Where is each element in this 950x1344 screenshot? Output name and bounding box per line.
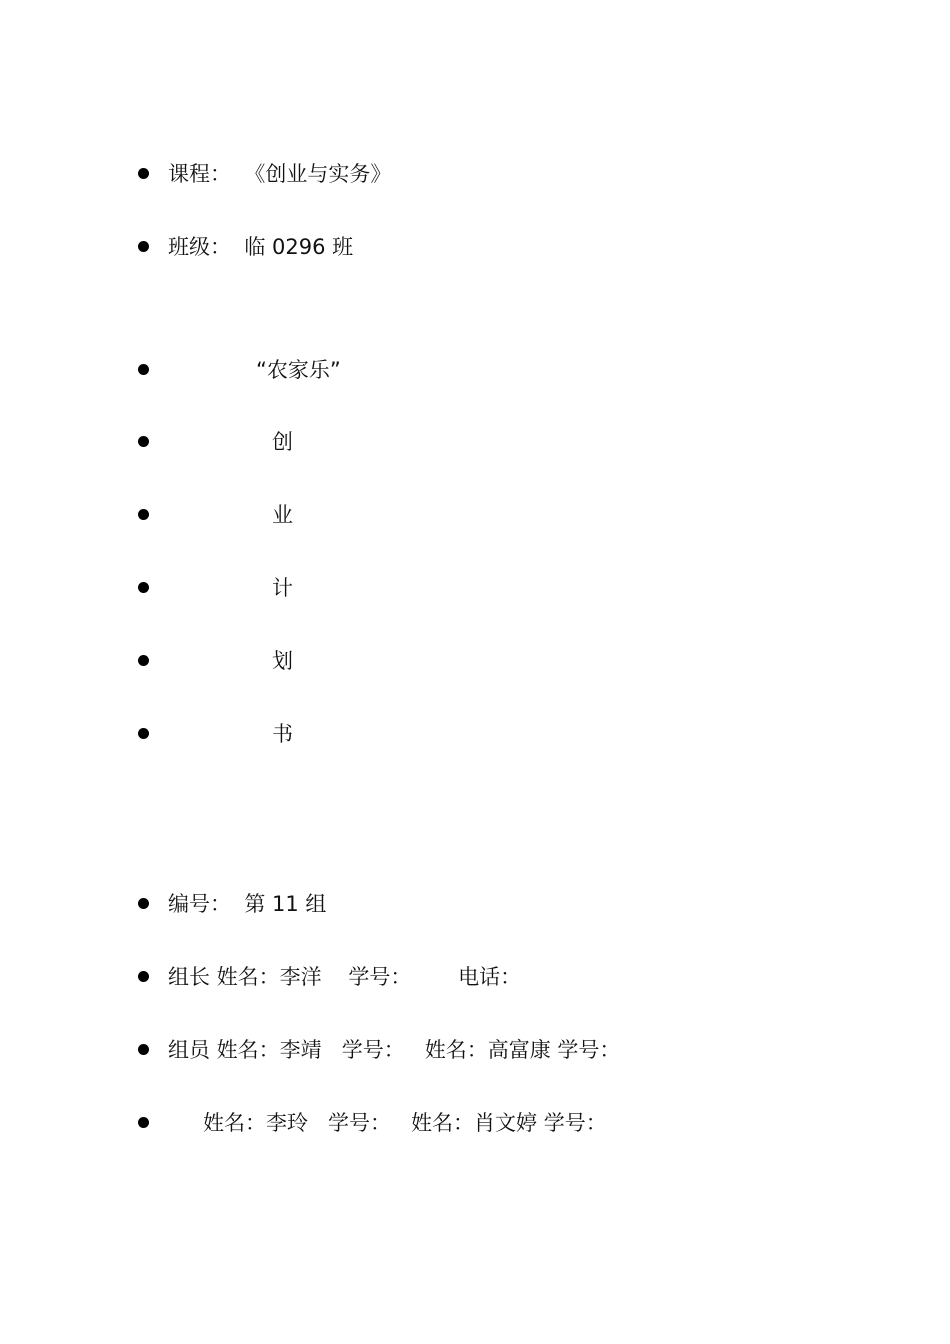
title-char-line (0, 422, 950, 462)
group-number-text: 编号： 第 11 组 (168, 892, 327, 916)
bullet-icon (138, 971, 149, 982)
title-char: 业 (272, 503, 293, 527)
number-line (0, 884, 950, 924)
bullet-icon (138, 728, 149, 739)
bullet-icon (138, 364, 149, 375)
title-quote-line (0, 350, 950, 390)
leader-text: 组长 姓名：李洋 学号： 电话： (168, 965, 522, 989)
title-char-line (0, 641, 950, 681)
members-text-2: 姓名：李玲 学号： 姓名：肖文婷 学号： (203, 1111, 607, 1135)
leader-line (0, 957, 950, 997)
bullet-icon (138, 1117, 149, 1128)
course-text: 课程： 《创业与实务》 (168, 162, 392, 186)
bullet-icon (138, 509, 149, 520)
title-char: 划 (272, 649, 293, 673)
title-char: 书 (272, 722, 293, 746)
title-char: 计 (272, 576, 293, 600)
bullet-icon (138, 436, 149, 447)
title-char-line (0, 568, 950, 608)
members-line-2 (0, 1103, 950, 1143)
members-line (0, 1030, 950, 1070)
bullet-icon (138, 241, 149, 252)
class-line (0, 227, 950, 267)
bullet-icon (138, 582, 149, 593)
bullet-icon (138, 1044, 149, 1055)
bullet-icon (138, 655, 149, 666)
title-char-line (0, 495, 950, 535)
title-quote-text: “农家乐” (256, 358, 341, 382)
class-text: 班级： 临 0296 班 (168, 235, 354, 259)
members-text: 组员 姓名：李靖 学号： 姓名：高富康 学号： (168, 1038, 621, 1062)
title-char: 创 (272, 430, 293, 454)
bullet-icon (138, 168, 149, 179)
course-line (0, 154, 950, 194)
title-char-line (0, 714, 950, 754)
bullet-icon (138, 898, 149, 909)
